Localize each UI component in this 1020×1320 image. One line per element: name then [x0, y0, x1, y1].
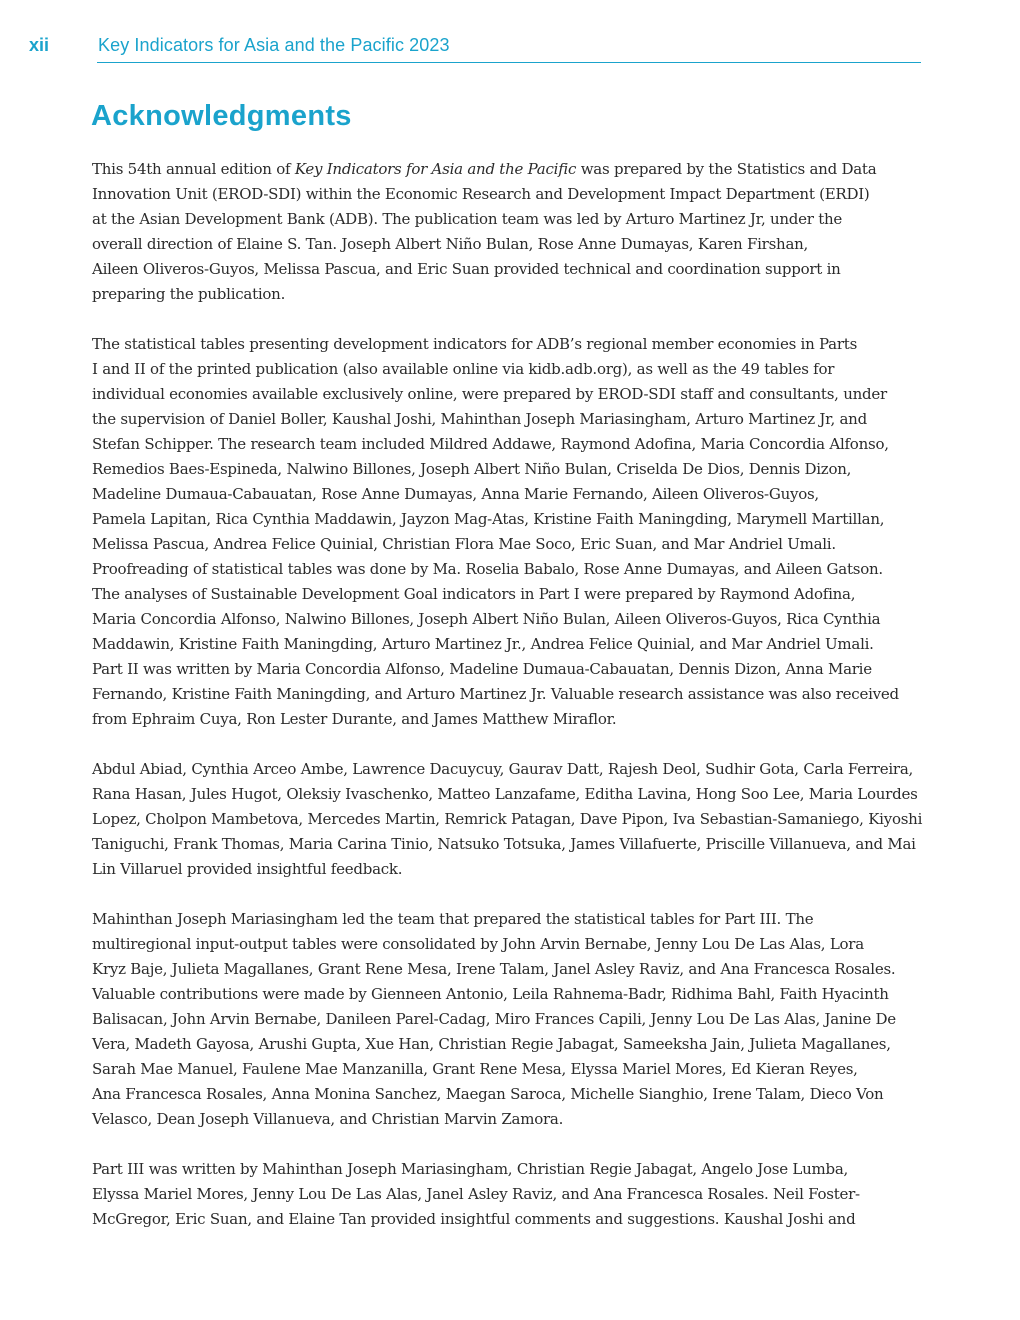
text-line: Maria Concordia Alfonso, Nalwino Billones, Joseph Albert Niño Bulan, Aileen Oliveros-Guyos, Rica Cynthia [92, 610, 881, 628]
paragraph [92, 907, 932, 1132]
text-line: Maddawin, Kristine Faith Maningding, Arturo Martinez Jr., Andrea Felice Quinial, and Mar Andriel Umali. [92, 635, 874, 653]
text-line: Melissa Pascua, Andrea Felice Quinial, Christian Flora Mae Soco, Eric Suan, and Mar Andriel Umali. [92, 535, 836, 553]
paragraph [92, 757, 932, 882]
publication-title-italic: Key Indicators for Asia and the Pacific [294, 160, 577, 178]
header-rule [97, 62, 921, 63]
text-line: Aileen Oliveros-Guyos, Melissa Pascua, and Eric Suan provided technical and coordination support in [92, 260, 841, 278]
text-line: at the Asian Development Bank (ADB). The publication team was led by Arturo Martinez Jr, under the [92, 210, 843, 228]
text-line: The analyses of Sustainable Development Goal indicators in Part I were prepared by Raymond Adofina, [92, 585, 856, 603]
text-run: This 54th annual edition of [92, 160, 295, 178]
text-line: Kryz Baje, Julieta Magallanes, Grant Rene Mesa, Irene Talam, Janel Asley Raviz, and Ana Francesca Rosales. [92, 960, 896, 978]
text-line: Part III was written by Mahinthan Joseph Mariasingham, Christian Regie Jabagat, Angelo Jose Lumba, [92, 1160, 849, 1178]
text-line: Lin Villaruel provided insightful feedback. [92, 860, 403, 878]
page-title: Acknowledgments [91, 100, 352, 132]
text-line: Madeline Dumaua-Cabauatan, Rose Anne Dumayas, Anna Marie Fernando, Aileen Oliveros-Guyos, [92, 485, 819, 503]
text-line: Vera, Madeth Gayosa, Arushi Gupta, Xue Han, Christian Regie Jabagat, Sameeksha Jain, Julieta Magallanes, [92, 1035, 891, 1053]
text-run: was prepared by the Statistics and Data [576, 160, 877, 178]
text-line: The statistical tables presenting development indicators for ADB’s regional member economies in Parts [92, 335, 858, 353]
text-line: overall direction of Elaine S. Tan. Joseph Albert Niño Bulan, Rose Anne Dumayas, Karen Firshan, [92, 235, 809, 253]
body-text [92, 157, 932, 1257]
text-line: Ana Francesca Rosales, Anna Monina Sanchez, Maegan Saroca, Michelle Sianghio, Irene Talam, Dieco Von [92, 1085, 884, 1103]
text-line: Balisacan, John Arvin Bernabe, Danileen Parel-Cadag, Miro Frances Capili, Jenny Lou De Las Alas, Janine De [92, 1010, 896, 1028]
paragraph [92, 332, 932, 732]
text-line: Elyssa Mariel Mores, Jenny Lou De Las Alas, Janel Asley Raviz, and Ana Francesca Rosales. Neil Foster- [92, 1185, 860, 1203]
text-line: McGregor, Eric Suan, and Elaine Tan provided insightful comments and suggestions. Kaushal Joshi and [92, 1210, 856, 1228]
text-line [92, 157, 932, 182]
text-line: Pamela Lapitan, Rica Cynthia Maddawin, Jayzon Mag-Atas, Kristine Faith Maningding, Marymell Martillan, [92, 510, 885, 528]
paragraph [92, 1157, 932, 1232]
text-line: from Ephraim Cuya, Ron Lester Durante, and James Matthew Miraflor. [92, 710, 617, 728]
text-line: Lopez, Cholpon Mambetova, Mercedes Martin, Remrick Patagan, Dave Pipon, Iva Sebastian-Samaniego, Kiyoshi [92, 810, 923, 828]
page-number: xii [29, 35, 50, 55]
text-line: Part II was written by Maria Concordia Alfonso, Madeline Dumaua-Cabauatan, Dennis Dizon, Anna Marie [92, 660, 872, 678]
text-line: I and II of the printed publication (also available online via kidb.adb.org), as well as the 49 tables for [92, 360, 835, 378]
text-line: Taniguchi, Frank Thomas, Maria Carina Tinio, Natsuko Totsuka, James Villafuerte, Priscille Villanueva, and Mai [92, 835, 916, 853]
text-line: Abdul Abiad, Cynthia Arceo Ambe, Lawrence Dacuycuy, Gaurav Datt, Rajesh Deol, Sudhir Gota, Carla Ferreira, [92, 760, 914, 778]
text-line: individual economies available exclusively online, were prepared by EROD-SDI staff and consultants, under [92, 385, 887, 403]
text-line: Sarah Mae Manuel, Faulene Mae Manzanilla, Grant Rene Mesa, Elyssa Mariel Mores, Ed Kieran Reyes, [92, 1060, 858, 1078]
text-line: Velasco, Dean Joseph Villanueva, and Christian Marvin Zamora. [92, 1110, 564, 1128]
text-line: Valuable contributions were made by Gienneen Antonio, Leila Rahnema-Badr, Ridhima Bahl, Faith Hyacinth [92, 985, 889, 1003]
text-line: Mahinthan Joseph Mariasingham led the team that prepared the statistical tables for Part III. The [92, 910, 814, 928]
text-line: Remedios Baes-Espineda, Nalwino Billones, Joseph Albert Niño Bulan, Criselda De Dios, Dennis Dizon, [92, 460, 852, 478]
text-line: Innovation Unit (EROD-SDI) within the Economic Research and Development Impact Department (ERDI) [92, 185, 870, 203]
text-line: preparing the publication. [92, 285, 286, 303]
paragraph [92, 157, 932, 307]
text-line: Fernando, Kristine Faith Maningding, and Arturo Martinez Jr. Valuable research assistance was also received [92, 685, 899, 703]
text-line: Stefan Schipper. The research team included Mildred Addawe, Raymond Adofina, Maria Concordia Alfonso, [92, 435, 889, 453]
text-line: Rana Hasan, Jules Hugot, Oleksiy Ivaschenko, Matteo Lanzafame, Editha Lavina, Hong Soo Lee, Maria Lourdes [92, 785, 918, 803]
text-line: Proofreading of statistical tables was done by Ma. Roselia Babalo, Rose Anne Dumayas, and Aileen Gatson. [92, 560, 883, 578]
text-line: the supervision of Daniel Boller, Kaushal Joshi, Mahinthan Joseph Mariasingham, Arturo Martinez Jr, and [92, 410, 867, 428]
running-head: Key Indicators for Asia and the Pacific 2023 [98, 35, 450, 55]
text-line: multiregional input-output tables were consolidated by John Arvin Bernabe, Jenny Lou De Las Alas, Lora [92, 935, 864, 953]
